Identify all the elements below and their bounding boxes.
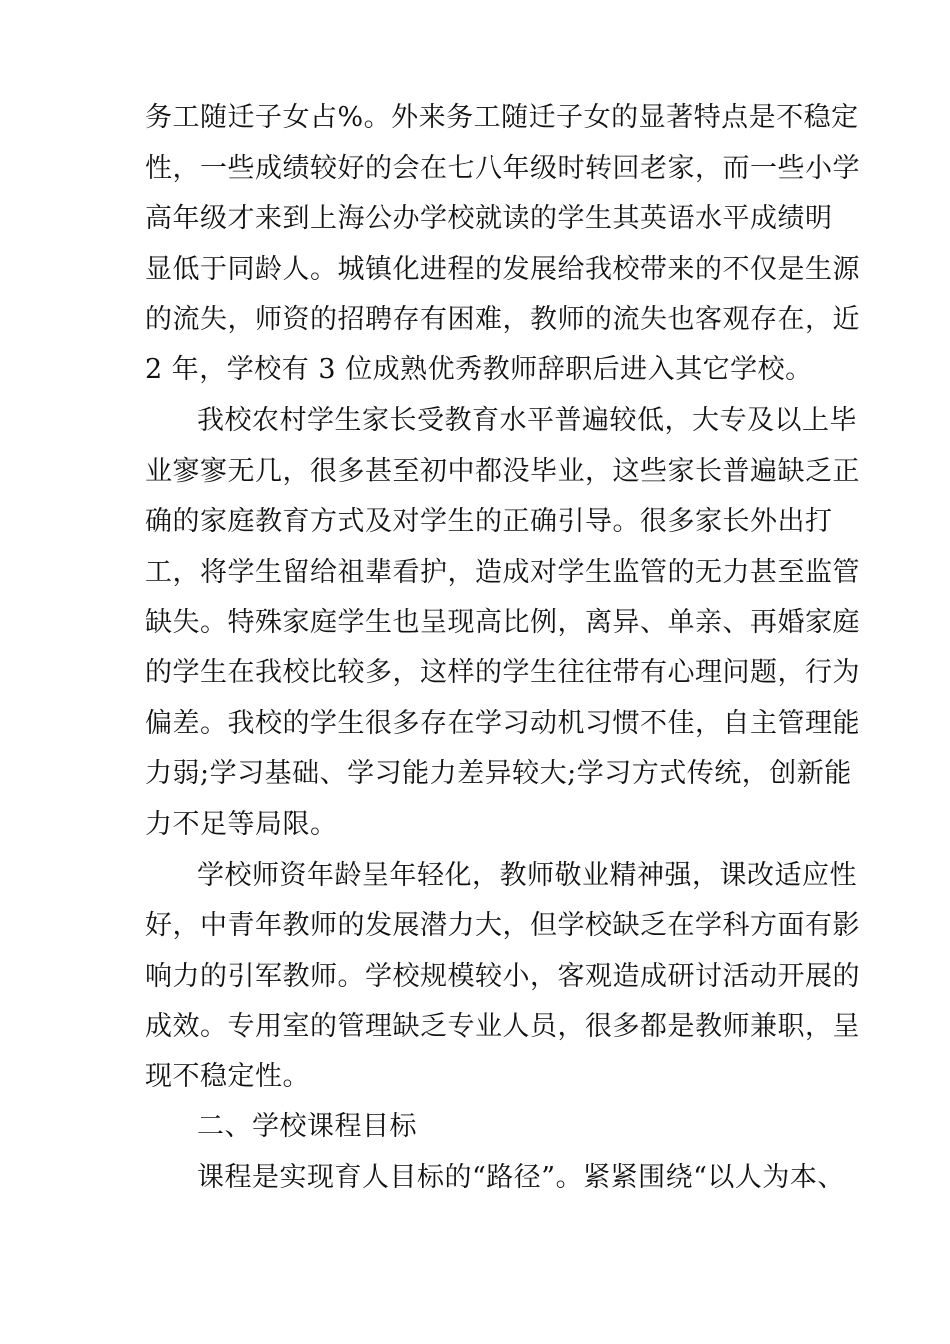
paragraph-first-line: 学校师资年龄呈年轻化，教师敬业精神强，课改适应性 [197, 860, 857, 891]
text-line: 好，中青年教师的发展潜力大，但学校缺乏在学科方面有影 [145, 910, 860, 941]
text-line: 高年级才来到上海公办学校就读的学生其英语水平成绩明 [145, 203, 833, 234]
text-line: 工，将学生留给祖辈看护，造成对学生监管的无力甚至监管 [145, 557, 860, 588]
text-line: 力不足等局限。 [145, 809, 338, 840]
paragraph-first-line: 我校农村学生家长受教育水平普遍较低，大专及以上毕 [197, 405, 857, 436]
paragraph-first-line: 课程是实现育人目标的“路径”。紧紧围绕“以人为本、 [197, 1162, 845, 1193]
text-line: 偏差。我校的学生很多存在学习动机习惯不佳，自主管理能 [145, 708, 860, 739]
text-line: 显低于同龄人。城镇化进程的发展给我校带来的不仅是生源 [145, 254, 860, 285]
text-line: 性，一些成绩较好的会在七八年级时转回老家，而一些小学 [145, 153, 860, 184]
text-line: 业寥寥无几，很多甚至初中都没毕业，这些家长普遍缺乏正 [145, 456, 860, 487]
text-line: 确的家庭教育方式及对学生的正确引导。很多家长外出打 [145, 506, 833, 537]
text-line: 现不稳定性。 [145, 1061, 310, 1092]
text-line: 的学生在我校比较多，这样的学生往往带有心理问题，行为 [145, 657, 860, 688]
text-line: 的流失，师资的招聘存有困难，教师的流失也客观存在，近 [145, 304, 860, 335]
text-line: 响力的引军教师。学校规模较小，客观造成研讨活动开展的 [145, 961, 860, 992]
section-heading: 二、学校课程目标 [197, 1111, 417, 1142]
text-line: 缺失。特殊家庭学生也呈现高比例，离异、单亲、再婚家庭 [145, 607, 860, 638]
text-line: 力弱;学习基础、学习能力差异较大;学习方式传统，创新能 [145, 758, 852, 789]
text-line: 务工随迁子女占%。外来务工随迁子女的显著特点是不稳定 [145, 102, 859, 133]
text-line: 成效。专用室的管理缺乏专业人员，很多都是教师兼职，呈 [145, 1011, 860, 1042]
text-line: 2 年，学校有 3 位成熟优秀教师辞职后进入其它学校。 [145, 354, 813, 385]
